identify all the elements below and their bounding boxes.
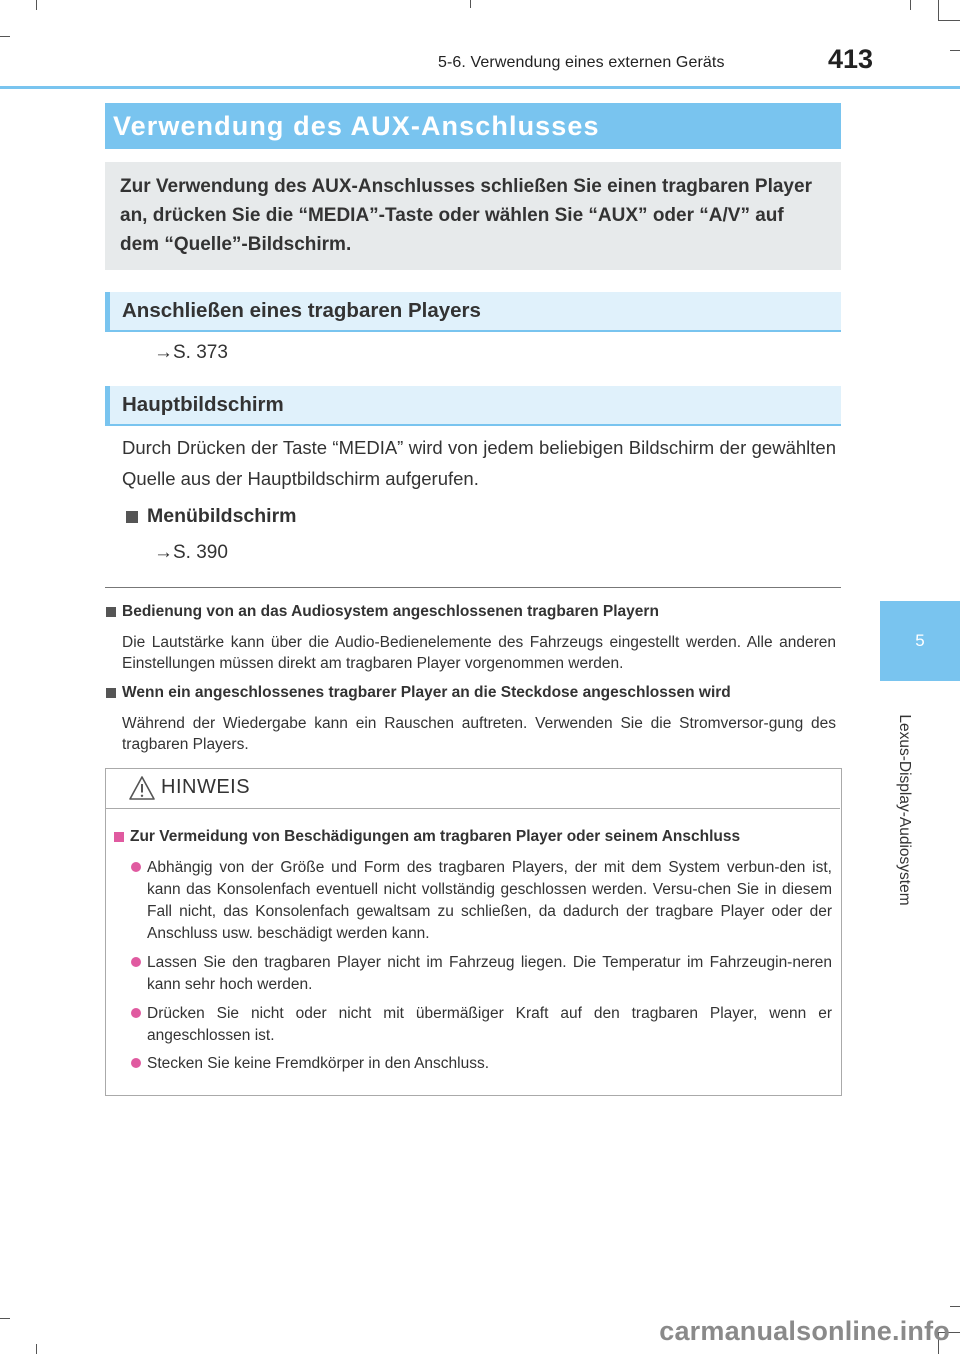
crop-mark [0,1318,10,1319]
crop-mark [950,1306,960,1307]
note-heading [106,684,731,702]
running-head: 5-6. Verwendung eines externen Geräts [438,54,725,71]
notice-item-text: Drücken Sie nicht oder nicht mit übermäßiger Kraft auf den tragbaren Player, wenn er angeschlossen ist. [147,1005,832,1044]
notice-item-text: Abhängig von der Größe und Form des tragbaren Players, der mit dem System verbun-den ist, kann das Konsolenfach eventuell nicht vollständig geschlossen werden. Versu-chen Sie in diesem Fall nicht, das Konsolenfach gewaltsam zu schließen, da dadurch der tragbare Player oder der Anschluss usw. beschädigt werden kann. [147,859,832,942]
crop-mark [36,1344,37,1354]
notice-heading [114,828,740,846]
divider [105,587,841,588]
notice-header-rule [106,808,840,809]
note-heading [106,603,659,621]
square-bullet-icon [126,511,138,523]
notice-item-text: Lassen Sie den tragbaren Player nicht im Fahrzeug liegen. Die Temperatur im Fahrzeugin-neren kann sehr hoch werden. [147,954,832,993]
notice-list-item [131,857,832,945]
warning-triangle-icon [128,775,156,801]
section-heading-text: Hauptbildschirm [122,393,284,416]
page-reference-link[interactable]: →S. 390 [154,542,228,563]
section-heading-text: Anschließen eines tragbaren Players [122,299,481,322]
dot-bullet-icon [131,957,141,967]
chapter-label: Lexus-Display-Audiosystem [896,714,913,906]
page-reference-link[interactable]: →S. 373 [154,342,228,363]
crop-mark [0,36,10,37]
dot-bullet-icon [131,1058,141,1068]
crop-mark [950,50,960,51]
watermark: carmanualsonline.info [659,1316,950,1346]
square-bullet-icon [114,832,124,842]
subheading-text: Menübildschirm [147,505,297,527]
note-text: Während der Wiedergabe kann ein Rauschen auftreten. Verwenden Sie die Stromversor-gung des tragbaren Players. [122,715,836,753]
crop-mark [36,0,37,10]
chapter-label-container [880,690,928,930]
page-number: 413 [828,44,874,74]
section-accent [105,386,110,424]
notice-item-text: Stecken Sie keine Fremdkörper in den Anschluss. [147,1055,490,1072]
crop-mark [910,0,911,10]
section-accent [105,292,110,330]
page-title: Verwendung des AUX-Anschlusses [113,111,600,141]
chapter-number: 5 [915,631,925,650]
notice-list-item [131,1003,832,1047]
intro-text: Zur Verwendung des AUX-Anschlusses schließen Sie einen tragbaren Player an, drücken Sie die “MEDIA”-Taste oder wählen Sie “AUX” oder “A/V” auf dem “Quelle”-Bildschirm. [120,176,812,255]
crop-mark [938,20,960,21]
square-bullet-icon [106,688,116,698]
main-screen-body: Durch Drücken der Taste “MEDIA” wird von jedem beliebigen Bildschirm der gewählten Quelle aus der Hauptbildschirm aufgerufen. [122,437,836,489]
note-heading-text: Wenn ein angeschlossenes tragbarer Player an die Steckdose angeschlossen wird [122,684,731,701]
notice-heading-text: Zur Vermeidung von Beschädigungen am tragbaren Player oder seinem Anschluss [130,828,741,845]
menu-screen-subheading [126,505,297,528]
crop-mark [470,0,471,8]
dot-bullet-icon [131,1008,141,1018]
note-heading-text: Bedienung von an das Audiosystem angeschlossenen tragbaren Playern [122,603,659,620]
notice-list-item [131,1053,832,1075]
header-rule [0,86,960,89]
dot-bullet-icon [131,862,141,872]
note-text: Die Lautstärke kann über die Audio-Bedienelemente des Fahrzeugs eingestellt werden. Alle anderen Einstellungen müssen direkt am tragbaren Player vorgenommen werden. [122,634,836,672]
section-heading-main-screen [105,386,841,426]
square-bullet-icon [106,607,116,617]
crop-mark [938,0,939,20]
section-heading-connect [105,292,841,332]
notice-title: HINWEIS [161,776,251,798]
notice-list-item [131,952,832,996]
